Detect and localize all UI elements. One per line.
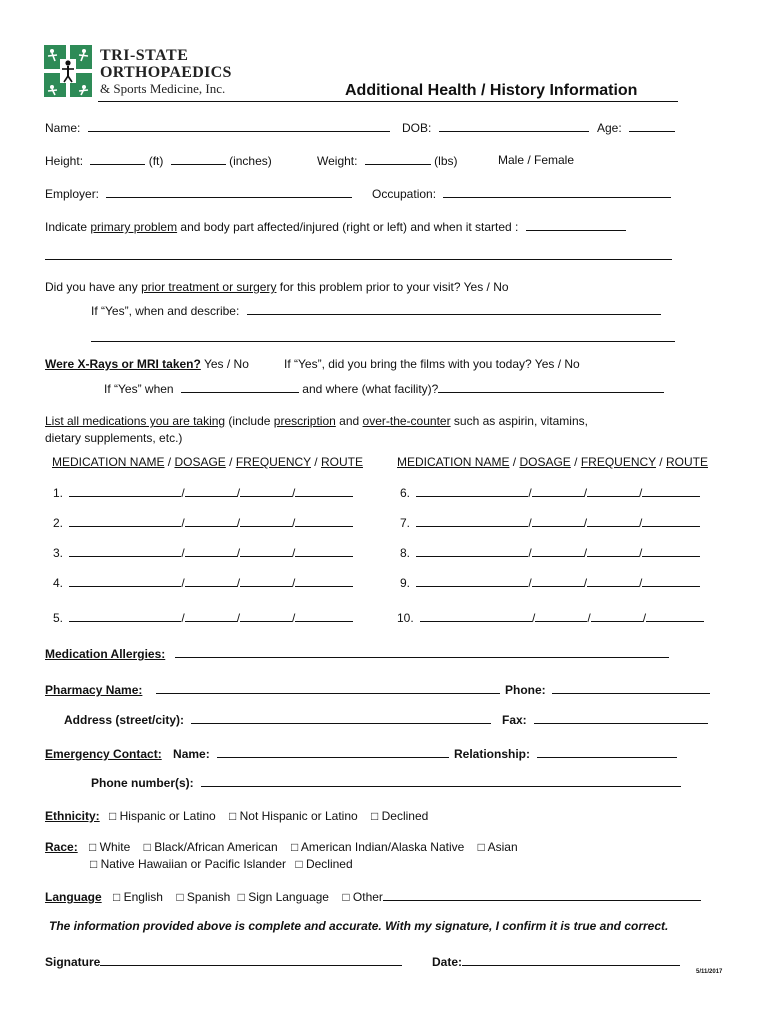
option-label: Sign Language xyxy=(248,890,329,904)
employer-row xyxy=(45,186,352,201)
emergency-name-field[interactable] xyxy=(217,746,449,758)
checkbox-icon[interactable]: □ xyxy=(143,840,151,854)
name-field[interactable] xyxy=(88,120,390,132)
signature-label: Signature xyxy=(45,955,101,969)
checkbox-icon[interactable]: □ xyxy=(342,890,350,904)
medication-frequency-field[interactable] xyxy=(240,610,292,622)
race-option[interactable] xyxy=(90,857,286,871)
language-other-field[interactable] xyxy=(383,889,701,901)
medication-number: 2. xyxy=(53,516,64,530)
name-label: Name: xyxy=(45,121,81,135)
medication-number: 3. xyxy=(53,546,64,560)
ft-label: (ft) xyxy=(148,154,164,168)
primary-problem-field[interactable] xyxy=(526,219,626,231)
medication-name-field[interactable] xyxy=(69,485,181,497)
xray-when-row xyxy=(104,381,664,396)
option-label: Hispanic or Latino xyxy=(119,809,216,823)
primary-problem-emphasis: primary problem xyxy=(90,220,178,234)
medication-route-field[interactable] xyxy=(295,610,353,622)
medications-intro-line-2: dietary supplements, etc.) xyxy=(45,431,183,445)
medication-frequency-field[interactable] xyxy=(587,575,639,587)
option-label: Other xyxy=(352,890,383,904)
ethnicity-option[interactable] xyxy=(109,809,216,823)
option-label: White xyxy=(99,840,131,854)
medication-row: 1. / / / xyxy=(53,485,353,500)
medication-number: 5. xyxy=(53,611,64,625)
medication-dosage-field[interactable] xyxy=(532,545,584,557)
medication-dosage-field[interactable] xyxy=(185,545,237,557)
option-label: Not Hispanic or Latino xyxy=(239,809,358,823)
medication-header-left: MEDICATION NAME / DOSAGE / FREQUENCY / ROUTE xyxy=(52,455,363,469)
race-option[interactable] xyxy=(291,840,464,854)
medications-intro-mid: (include xyxy=(225,414,274,428)
prior-text-pre: Did you have any xyxy=(45,280,142,294)
medications-intro xyxy=(45,414,588,428)
age-field[interactable] xyxy=(629,120,675,132)
signature-field[interactable] xyxy=(100,954,402,966)
pharmacy-address-field[interactable] xyxy=(191,712,491,724)
medications-intro-emphasis: List all medications you are taking xyxy=(45,414,226,428)
medication-frequency-field[interactable] xyxy=(587,485,639,497)
medication-name-field[interactable] xyxy=(69,610,181,622)
checkbox-icon[interactable]: □ xyxy=(290,840,299,854)
medication-row: 6. / / / xyxy=(400,485,700,500)
inches-label: (inches) xyxy=(229,154,272,168)
occupation-row xyxy=(372,186,671,201)
medication-route-field[interactable] xyxy=(642,575,700,587)
title-divider xyxy=(98,101,678,102)
race-option[interactable] xyxy=(144,840,278,854)
language-option[interactable] xyxy=(113,890,163,904)
medication-dosage-field[interactable] xyxy=(532,515,584,527)
checkbox-icon[interactable]: □ xyxy=(295,857,303,871)
checkbox-icon[interactable]: □ xyxy=(176,890,184,904)
checkbox-icon[interactable]: □ xyxy=(113,890,121,904)
checkbox-icon[interactable]: □ xyxy=(109,809,117,823)
checkbox-icon[interactable]: □ xyxy=(237,890,245,904)
page-title: Additional Health / History Information xyxy=(345,82,638,99)
xray-when-field[interactable] xyxy=(181,381,299,393)
medication-row: 5. / / / xyxy=(53,610,353,625)
prior-text-post: for this problem prior to your visit? Yes / No xyxy=(276,280,509,294)
checkbox-icon[interactable]: □ xyxy=(89,840,97,854)
medication-number: 6. xyxy=(400,486,411,500)
medication-dosage-field[interactable] xyxy=(535,610,587,622)
medication-row: 7. / / / xyxy=(400,515,700,530)
medication-frequency-field[interactable] xyxy=(591,610,643,622)
checkbox-icon[interactable]: □ xyxy=(90,857,98,871)
option-label: Native Hawaiian or Pacific Islander xyxy=(100,857,287,871)
pharmacy-phone-field[interactable] xyxy=(552,682,710,694)
xray-when-label: If “Yes” when xyxy=(104,382,174,396)
medication-row: 2. / / / xyxy=(53,515,353,530)
option-label: Declined xyxy=(381,809,429,823)
medications-and: and xyxy=(335,414,363,428)
medication-frequency-field[interactable] xyxy=(240,575,292,587)
race-option[interactable] xyxy=(478,840,518,854)
col-dosage: DOSAGE xyxy=(174,455,226,469)
emergency-label: Emergency Contact: xyxy=(45,747,162,761)
col-medication-name: MEDICATION NAME xyxy=(52,455,165,469)
signature-row xyxy=(45,954,402,969)
weight-field[interactable] xyxy=(365,153,431,165)
medication-route-field[interactable] xyxy=(642,515,700,527)
age-label: Age: xyxy=(597,121,622,135)
option-label: Spanish xyxy=(186,890,231,904)
option-label: Asian xyxy=(487,840,518,854)
language-label: Language xyxy=(45,890,102,904)
pharmacy-phone-label: Phone: xyxy=(505,683,546,697)
pharmacy-row xyxy=(45,682,500,697)
medications-prescription: prescription xyxy=(273,414,336,428)
medication-row: 4. / / / xyxy=(53,575,353,590)
medication-name-field[interactable] xyxy=(420,610,532,622)
medication-header-right: MEDICATION NAME / DOSAGE / FREQUENCY / ROUTE xyxy=(397,455,708,469)
medications-otc: over-the-counter xyxy=(362,414,451,428)
emergency-phone-field[interactable] xyxy=(201,775,681,787)
occupation-field[interactable] xyxy=(443,186,671,198)
medication-row: 3. / / / xyxy=(53,545,353,560)
prior-if-yes-row xyxy=(91,303,661,318)
age-row xyxy=(597,120,675,135)
allergies-field[interactable] xyxy=(175,646,669,658)
logo-mark xyxy=(44,45,92,97)
xray-row xyxy=(45,357,249,371)
sex-options[interactable]: Male / Female xyxy=(498,153,575,167)
pharmacy-name-label: Pharmacy Name: xyxy=(45,683,143,697)
race-label: Race: xyxy=(45,840,78,854)
language-option[interactable] xyxy=(238,890,329,904)
col-route: ROUTE xyxy=(665,455,708,469)
prior-if-yes-label: If “Yes”, when and describe: xyxy=(91,304,240,318)
checkbox-icon[interactable]: □ xyxy=(371,809,379,823)
medication-route-field[interactable] xyxy=(642,545,700,557)
medication-dosage-field[interactable] xyxy=(185,575,237,587)
pharmacy-address-row xyxy=(64,712,491,727)
language-option[interactable] xyxy=(342,890,383,904)
emergency-phone-label: Phone number(s): xyxy=(91,776,194,790)
xray-where-field[interactable] xyxy=(438,381,664,393)
medication-route-field[interactable] xyxy=(295,575,353,587)
medication-dosage-field[interactable] xyxy=(185,515,237,527)
prior-emphasis: prior treatment or surgery xyxy=(141,280,277,294)
height-ft-field[interactable] xyxy=(90,153,145,165)
allergies-row xyxy=(45,646,669,661)
race-row xyxy=(45,840,518,854)
pharmacy-phone-row xyxy=(505,682,710,697)
medication-dosage-field[interactable] xyxy=(532,485,584,497)
medication-row: 8. / / / xyxy=(400,545,700,560)
medication-route-field[interactable] xyxy=(295,545,353,557)
medication-name-field[interactable] xyxy=(416,515,528,527)
date-label: Date: xyxy=(432,955,463,969)
pharmacy-fax-row xyxy=(502,712,708,727)
medication-dosage-field[interactable] xyxy=(532,575,584,587)
date-row xyxy=(432,954,680,969)
race-row-2 xyxy=(90,857,353,871)
language-row xyxy=(45,889,701,904)
checkbox-icon[interactable]: □ xyxy=(477,840,485,854)
medication-frequency-field[interactable] xyxy=(587,545,639,557)
primary-problem-text-pre: Indicate xyxy=(45,220,91,234)
prior-describe-field-2[interactable] xyxy=(91,330,675,342)
medication-route-field[interactable] xyxy=(642,485,700,497)
medication-number: 10. xyxy=(397,611,414,625)
attestation-statement: The information provided above is complete and accurate. With my signature, I confirm it is true and correct. xyxy=(49,919,669,933)
pharmacy-address-label: Address (street/city): xyxy=(64,713,185,727)
emergency-name-label: Name: xyxy=(173,747,210,761)
col-route: ROUTE xyxy=(320,455,363,469)
medication-frequency-field[interactable] xyxy=(240,515,292,527)
dob-label: DOB: xyxy=(402,121,432,135)
language-option[interactable] xyxy=(176,890,230,904)
height-inches-field[interactable] xyxy=(171,153,226,165)
medication-name-field[interactable] xyxy=(416,485,528,497)
ethnicity-option[interactable] xyxy=(229,809,358,823)
medication-frequency-field[interactable] xyxy=(240,485,292,497)
medication-dosage-field[interactable] xyxy=(185,610,237,622)
medication-number: 1. xyxy=(53,486,64,500)
date-field[interactable] xyxy=(462,954,680,966)
ethnicity-option[interactable] xyxy=(371,809,428,823)
race-option[interactable] xyxy=(295,857,352,871)
xray-question: Were X-Rays or MRI taken? xyxy=(45,357,201,371)
ethnicity-label: Ethnicity: xyxy=(45,809,100,823)
medication-route-field[interactable] xyxy=(646,610,704,622)
primary-problem-text-post: and body part affected/injured (right or left) and when it started : xyxy=(177,220,519,234)
medication-name-field[interactable] xyxy=(416,545,528,557)
prior-describe-field[interactable] xyxy=(247,303,661,315)
emergency-relationship-field[interactable] xyxy=(537,746,677,758)
primary-problem-row xyxy=(45,219,626,234)
col-frequency: FREQUENCY xyxy=(235,455,311,469)
weight-label: Weight: xyxy=(317,154,358,168)
employer-field[interactable] xyxy=(106,186,352,198)
race-option[interactable] xyxy=(89,840,130,854)
pharmacy-fax-label: Fax: xyxy=(502,713,527,727)
dob-field[interactable] xyxy=(439,120,589,132)
pharmacy-fax-field[interactable] xyxy=(534,712,708,724)
option-label: English xyxy=(123,890,163,904)
medication-frequency-field[interactable] xyxy=(240,545,292,557)
xray-films[interactable]: If “Yes”, did you bring the films with you today? Yes / No xyxy=(284,357,580,371)
prior-line-2 xyxy=(91,330,675,345)
col-frequency: FREQUENCY xyxy=(580,455,656,469)
ethnicity-row xyxy=(45,809,428,823)
occupation-label: Occupation: xyxy=(372,187,437,201)
name-row xyxy=(45,120,390,135)
primary-problem-field-2[interactable] xyxy=(45,248,672,260)
medication-name-field[interactable] xyxy=(69,575,181,587)
medication-row: 10. / / / xyxy=(397,610,704,625)
medication-number: 8. xyxy=(400,546,411,560)
option-label: American Indian/Alaska Native xyxy=(300,840,465,854)
height-label: Height: xyxy=(45,154,84,168)
xray-where-label: and where (what facility)? xyxy=(302,382,439,396)
emergency-relationship-row xyxy=(454,746,677,761)
medication-number: 7. xyxy=(400,516,411,530)
medication-route-field[interactable] xyxy=(295,485,353,497)
medication-frequency-field[interactable] xyxy=(587,515,639,527)
medication-name-field[interactable] xyxy=(69,545,181,557)
logo-line-1: TRI-STATE xyxy=(100,47,189,64)
revision-date: 5/11/2017 xyxy=(696,969,723,975)
emergency-phone-row xyxy=(91,775,681,790)
col-dosage: DOSAGE xyxy=(519,455,571,469)
emergency-relationship-label: Relationship: xyxy=(454,747,531,761)
height-row xyxy=(45,153,272,168)
primary-problem-line-2 xyxy=(45,248,672,263)
xray-answer[interactable]: Yes / No xyxy=(200,357,249,371)
weight-row xyxy=(317,153,458,168)
allergies-label: Medication Allergies: xyxy=(45,647,166,661)
medication-route-field[interactable] xyxy=(295,515,353,527)
logo-line-2: ORTHOPAEDICS xyxy=(100,64,232,81)
medication-name-field[interactable] xyxy=(416,575,528,587)
medication-number: 9. xyxy=(400,576,411,590)
dob-row xyxy=(402,120,589,135)
lbs-label: (lbs) xyxy=(434,154,458,168)
medications-intro-post: such as aspirin, vitamins, xyxy=(450,414,588,428)
medication-row: 9. / / / xyxy=(400,575,700,590)
logo-figures-icon xyxy=(44,45,92,97)
medication-number: 4. xyxy=(53,576,64,590)
medication-name-field[interactable] xyxy=(69,515,181,527)
option-label: Black/African American xyxy=(154,840,278,854)
checkbox-icon[interactable]: □ xyxy=(229,809,237,823)
pharmacy-name-field[interactable] xyxy=(156,682,500,694)
logo-line-3: & Sports Medicine, Inc. xyxy=(100,81,226,96)
option-label: Declined xyxy=(305,857,353,871)
col-medication-name: MEDICATION NAME xyxy=(397,455,510,469)
emergency-row xyxy=(45,746,449,761)
medication-dosage-field[interactable] xyxy=(185,485,237,497)
prior-treatment-row xyxy=(45,280,509,294)
employer-label: Employer: xyxy=(45,187,100,201)
